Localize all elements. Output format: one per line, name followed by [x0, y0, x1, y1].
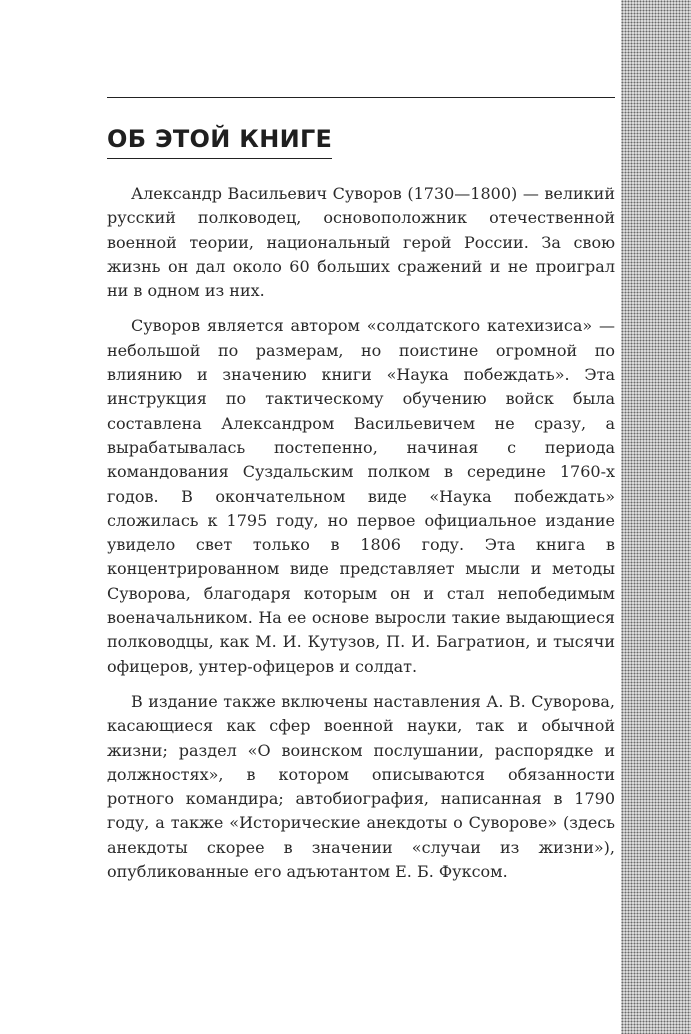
top-divider [107, 97, 615, 98]
paragraph-edition-contents: В издание также включены наставления А. В. Суворова, касающиеся как сфер военной науки, так и обычной жизни; раздел «О воинском послушании, распорядке и должностях», в котором описываются обязанности ротного командира; автобиография, написанная в 1790 году, а также «Исторические анекдоты о Суворове» (здесь анекдоты скорее в значении «случаи из жизни»), опубликованные его адъютантом Е. Б. Фуксом. [107, 691, 615, 882]
page-body [107, 182, 615, 895]
paragraph-nauka-pobezhdat: Суворов является автором «солдатского катехизиса» — небольшой по размерам, но поистине огромной по влиянию и значению книги «Наука побеждать». Эта инструкция по тактическому обучению войск была составлена Александром Васильевичем не сразу, а вырабатывалась постепенно, начиная с периода командования Суздальским полком в середине 1760-х годов. В окончательном виде «Наука побеждать» сложилась к 1795 году, но первое официальное издание увидело свет только в 1806 году. Эта книга в концентрированном виде представляет мысли и методы Суворова, благодаря которым он и стал непобедимым военачальником. На ее основе выросли такие выдающиеся полководцы, как М. И. Кутузов, П. И. Багратион, и тысячи офицеров, унтер-офицеров и солдат. [107, 316, 615, 676]
page-edge-halftone [621, 0, 691, 1034]
page-title: ОБ ЭТОЙ КНИГЕ [107, 122, 332, 159]
paragraph-intro: Александр Васильевич Суворов (1730—1800) — великий русский полководец, основоположник отечественной военной теории, национальный герой России. За свою жизнь он дал около 60 больших сражений и не проиграл ни в одном из них. [107, 184, 615, 301]
